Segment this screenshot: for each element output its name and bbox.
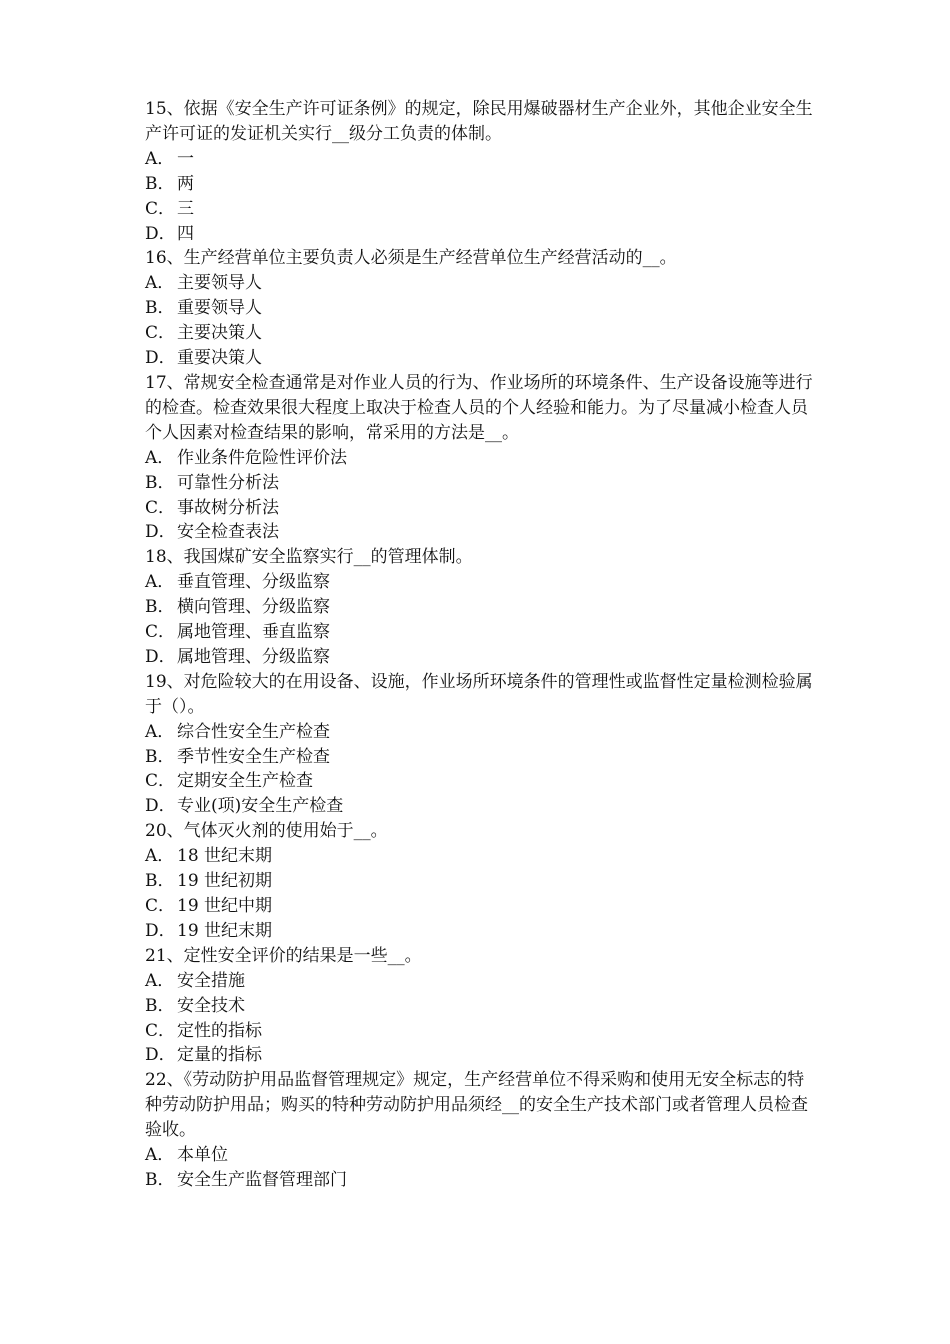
option-letter: A． xyxy=(145,970,175,991)
option-letter: A． xyxy=(145,1145,175,1166)
option-letter: C． xyxy=(145,198,176,219)
option-letter: D． xyxy=(145,223,176,244)
option-letter: B． xyxy=(145,995,175,1016)
question-16 xyxy=(145,246,820,371)
option-text: 横向管理、分级监察 xyxy=(177,597,330,618)
option-letter: A． xyxy=(145,846,175,867)
option-c xyxy=(145,620,820,645)
option-a xyxy=(145,844,820,869)
option-letter: A． xyxy=(145,273,175,294)
option-text: 19 世纪初期 xyxy=(177,871,273,892)
option-a xyxy=(145,720,820,745)
question-stem: 22、《劳动防护用品监督管理规定》规定，生产经营单位不得采购和使用无安全标志的特种劳动防护用品；购买的特种劳动防护用品须经__的安全生产技术部门或者管理人员检查验收。 xyxy=(145,1070,808,1141)
question-stem: 17、常规安全检查通常是对作业人员的行为、作业场所的环境条件、生产设备设施等进行的检查。检查效果很大程度上取决于检查人员的个人经验和能力。为了尽量减小检查人员个人因素对检查结果的影响，常采用的方法是__。 xyxy=(145,372,813,443)
option-text: 专业(项)安全生产检查 xyxy=(177,796,344,817)
option-text: 季节性安全生产检查 xyxy=(177,746,330,767)
question-stem: 16、生产经营单位主要负责人必须是生产经营单位生产经营活动的__。 xyxy=(145,248,677,269)
question-21 xyxy=(145,944,820,1069)
option-text: 一 xyxy=(177,148,194,169)
option-letter: D． xyxy=(145,348,176,369)
option-letter: C． xyxy=(145,323,176,344)
option-letter: D． xyxy=(145,646,176,667)
question-18 xyxy=(145,545,820,670)
option-d xyxy=(145,919,820,944)
option-b xyxy=(145,595,820,620)
option-d xyxy=(145,346,820,371)
option-letter: B． xyxy=(145,597,175,618)
option-a xyxy=(145,271,820,296)
option-text: 定量的指标 xyxy=(177,1045,262,1066)
option-text: 19 世纪中期 xyxy=(177,896,273,916)
question-22 xyxy=(145,1068,820,1193)
option-letter: C． xyxy=(145,497,176,518)
option-text: 主要决策人 xyxy=(177,323,262,344)
option-c xyxy=(145,894,820,919)
question-17 xyxy=(145,371,820,545)
option-a xyxy=(145,446,820,471)
option-text: 18 世纪末期 xyxy=(177,846,273,867)
option-letter: B． xyxy=(145,298,175,319)
option-text: 安全措施 xyxy=(177,970,245,991)
option-c xyxy=(145,197,820,222)
option-text: 垂直管理、分级监察 xyxy=(177,572,330,593)
option-text: 定性的指标 xyxy=(177,1020,262,1041)
option-a xyxy=(145,570,820,595)
question-stem: 20、气体灭火剂的使用始于__。 xyxy=(145,821,388,842)
question-20 xyxy=(145,819,820,944)
option-c xyxy=(145,769,820,794)
option-c xyxy=(145,496,820,521)
option-d xyxy=(145,222,820,247)
question-stem: 15、依据《安全生产许可证条例》的规定，除民用爆破器材生产企业外，其他企业安全生产许可证的发证机关实行__级分工负责的体制。 xyxy=(145,99,813,144)
option-b xyxy=(145,172,820,197)
option-letter: B． xyxy=(145,472,175,493)
option-letter: A． xyxy=(145,447,175,468)
option-letter: A． xyxy=(145,721,175,742)
option-letter: C． xyxy=(145,896,176,916)
option-text: 安全检查表法 xyxy=(177,522,279,543)
option-letter: B． xyxy=(145,871,175,892)
option-text: 属地管理、垂直监察 xyxy=(177,622,330,643)
option-b xyxy=(145,296,820,321)
question-15 xyxy=(145,97,820,246)
option-text: 主要领导人 xyxy=(177,273,262,294)
option-letter: D． xyxy=(145,920,176,941)
option-text: 综合性安全生产检查 xyxy=(177,721,330,742)
option-text: 三 xyxy=(177,198,194,219)
option-text: 重要领导人 xyxy=(177,298,262,319)
option-d xyxy=(145,794,820,819)
option-text: 四 xyxy=(177,223,194,244)
option-text: 事故树分析法 xyxy=(177,497,279,518)
question-stem: 21、定性安全评价的结果是一些__。 xyxy=(145,945,422,966)
option-letter: B． xyxy=(145,173,175,194)
option-text: 作业条件危险性评价法 xyxy=(177,447,347,468)
option-text: 19 世纪末期 xyxy=(177,920,273,941)
option-b xyxy=(145,745,820,770)
option-letter: D． xyxy=(145,796,176,817)
option-letter: A． xyxy=(145,572,175,593)
option-b xyxy=(145,869,820,894)
option-b xyxy=(145,994,820,1019)
option-b xyxy=(145,471,820,496)
option-c xyxy=(145,321,820,346)
option-letter: B． xyxy=(145,1169,175,1190)
question-stem: 19、对危险较大的在用设备、设施，作业场所环境条件的管理性或监督性定量检测检验属于（）。 xyxy=(145,671,813,717)
option-letter: A． xyxy=(145,148,175,169)
option-text: 重要决策人 xyxy=(177,348,262,369)
option-letter: C． xyxy=(145,771,176,792)
option-text: 可靠性分析法 xyxy=(177,472,279,493)
option-text: 安全生产监督管理部门 xyxy=(177,1169,347,1190)
option-d xyxy=(145,520,820,545)
option-b xyxy=(145,1168,820,1193)
question-list xyxy=(145,97,820,1193)
option-letter: D． xyxy=(145,1045,176,1066)
option-text: 安全技术 xyxy=(177,995,245,1016)
question-stem: 18、我国煤矿安全监察实行__的管理体制。 xyxy=(145,547,473,568)
option-letter: C． xyxy=(145,622,176,643)
option-a xyxy=(145,1143,820,1168)
option-a xyxy=(145,147,820,172)
option-c xyxy=(145,1019,820,1044)
option-letter: D． xyxy=(145,522,176,543)
option-text: 两 xyxy=(177,173,194,194)
option-text: 定期安全生产检查 xyxy=(177,771,313,792)
option-a xyxy=(145,969,820,994)
option-text: 本单位 xyxy=(177,1145,228,1166)
option-d xyxy=(145,1043,820,1068)
question-19 xyxy=(145,670,820,819)
option-letter: C． xyxy=(145,1020,176,1041)
option-text: 属地管理、分级监察 xyxy=(177,646,330,667)
option-d xyxy=(145,645,820,670)
option-letter: B． xyxy=(145,746,175,767)
